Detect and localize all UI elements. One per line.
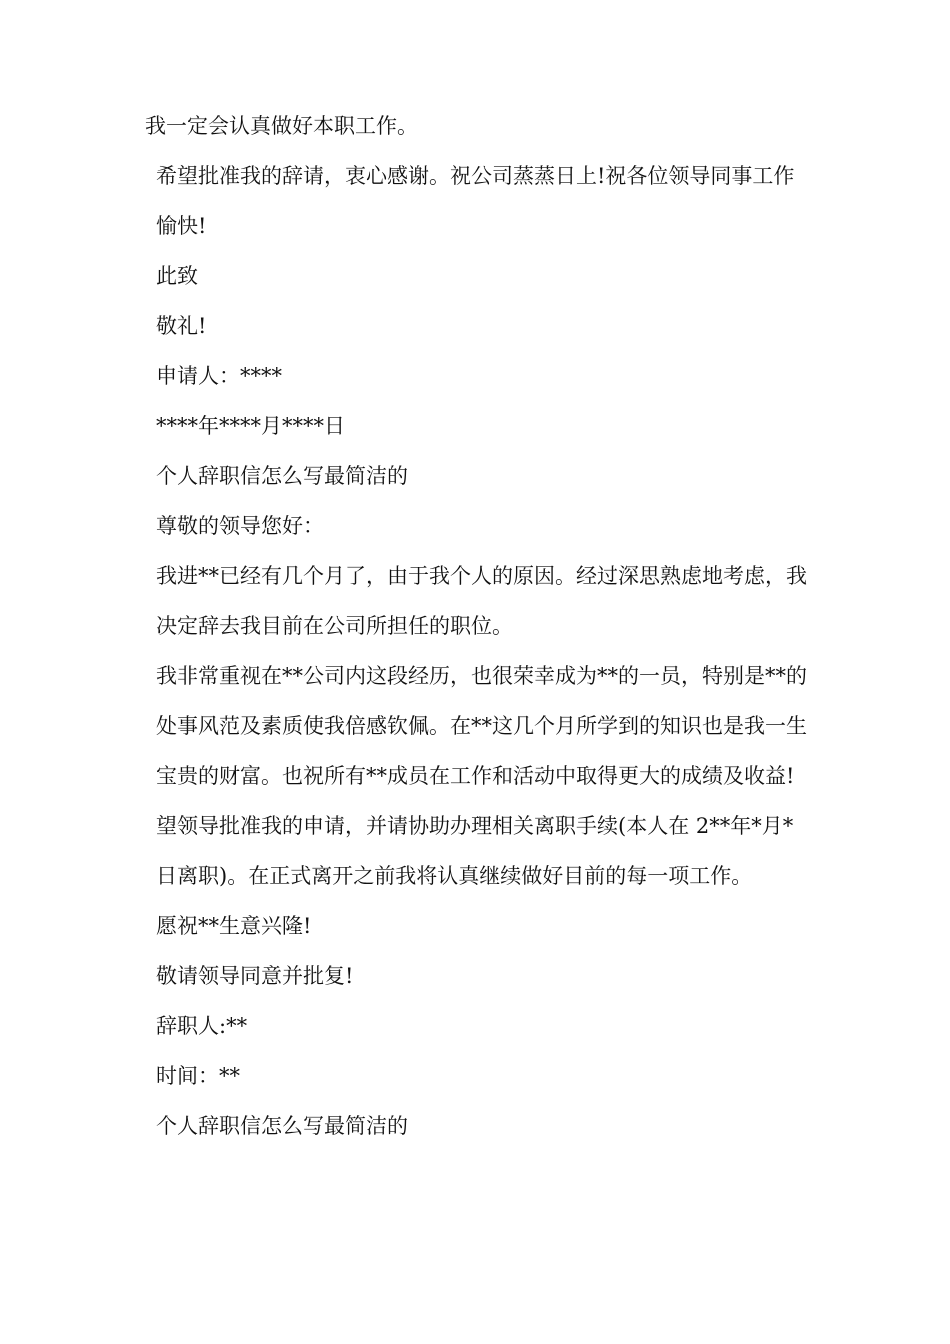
letter-body [145,101,810,1151]
section-heading-repeat: 个人辞职信怎么写最简洁的 [156,1114,408,1138]
paragraph-cizhi: 此致 [156,264,198,288]
paragraph-salutation: 尊敬的领导您好： [156,514,324,538]
paragraph-request-reply: 敬请领导同意并批复! [156,964,354,988]
paragraph-applicant: 申请人：**** [156,364,282,388]
section-heading: 个人辞职信怎么写最简洁的 [156,464,408,488]
paragraph-time: 时间：** [156,1064,240,1088]
paragraph-wish: 愿祝**生意兴隆! [156,914,312,938]
paragraph-request-approval: 希望批准我的辞请，衷心感谢。祝公司蒸蒸日上!祝各位领导同事工作愉快! [156,164,795,238]
paragraph-reason: 我进**已经有几个月了，由于我个人的原因。经过深思熟虑地考虑，我决定辞去我目前在公司所担任的职位。 [156,564,807,638]
paragraph-procedure: 望领导批准我的申请，并请协助办理相关离职手续(本人在 2**年*月*日离职)。在正式离开之前我将认真继续做好目前的每一项工作。 [156,814,794,888]
paragraph-gratitude: 我非常重视在**公司内这段经历，也很荣幸成为**的一员，特别是**的处事风范及素质使我倍感钦佩。在**这几个月所学到的知识也是我一生宝贵的财富。也祝所有**成员在工作和活动中取得更大的成绩及收益! [156,664,807,788]
paragraph-closing-line: 我一定会认真做好本职工作。 [145,114,418,138]
paragraph-date: ****年****月****日 [156,414,345,438]
paragraph-resigner: 辞职人:** [156,1014,248,1038]
paragraph-jingli: 敬礼! [156,314,207,338]
